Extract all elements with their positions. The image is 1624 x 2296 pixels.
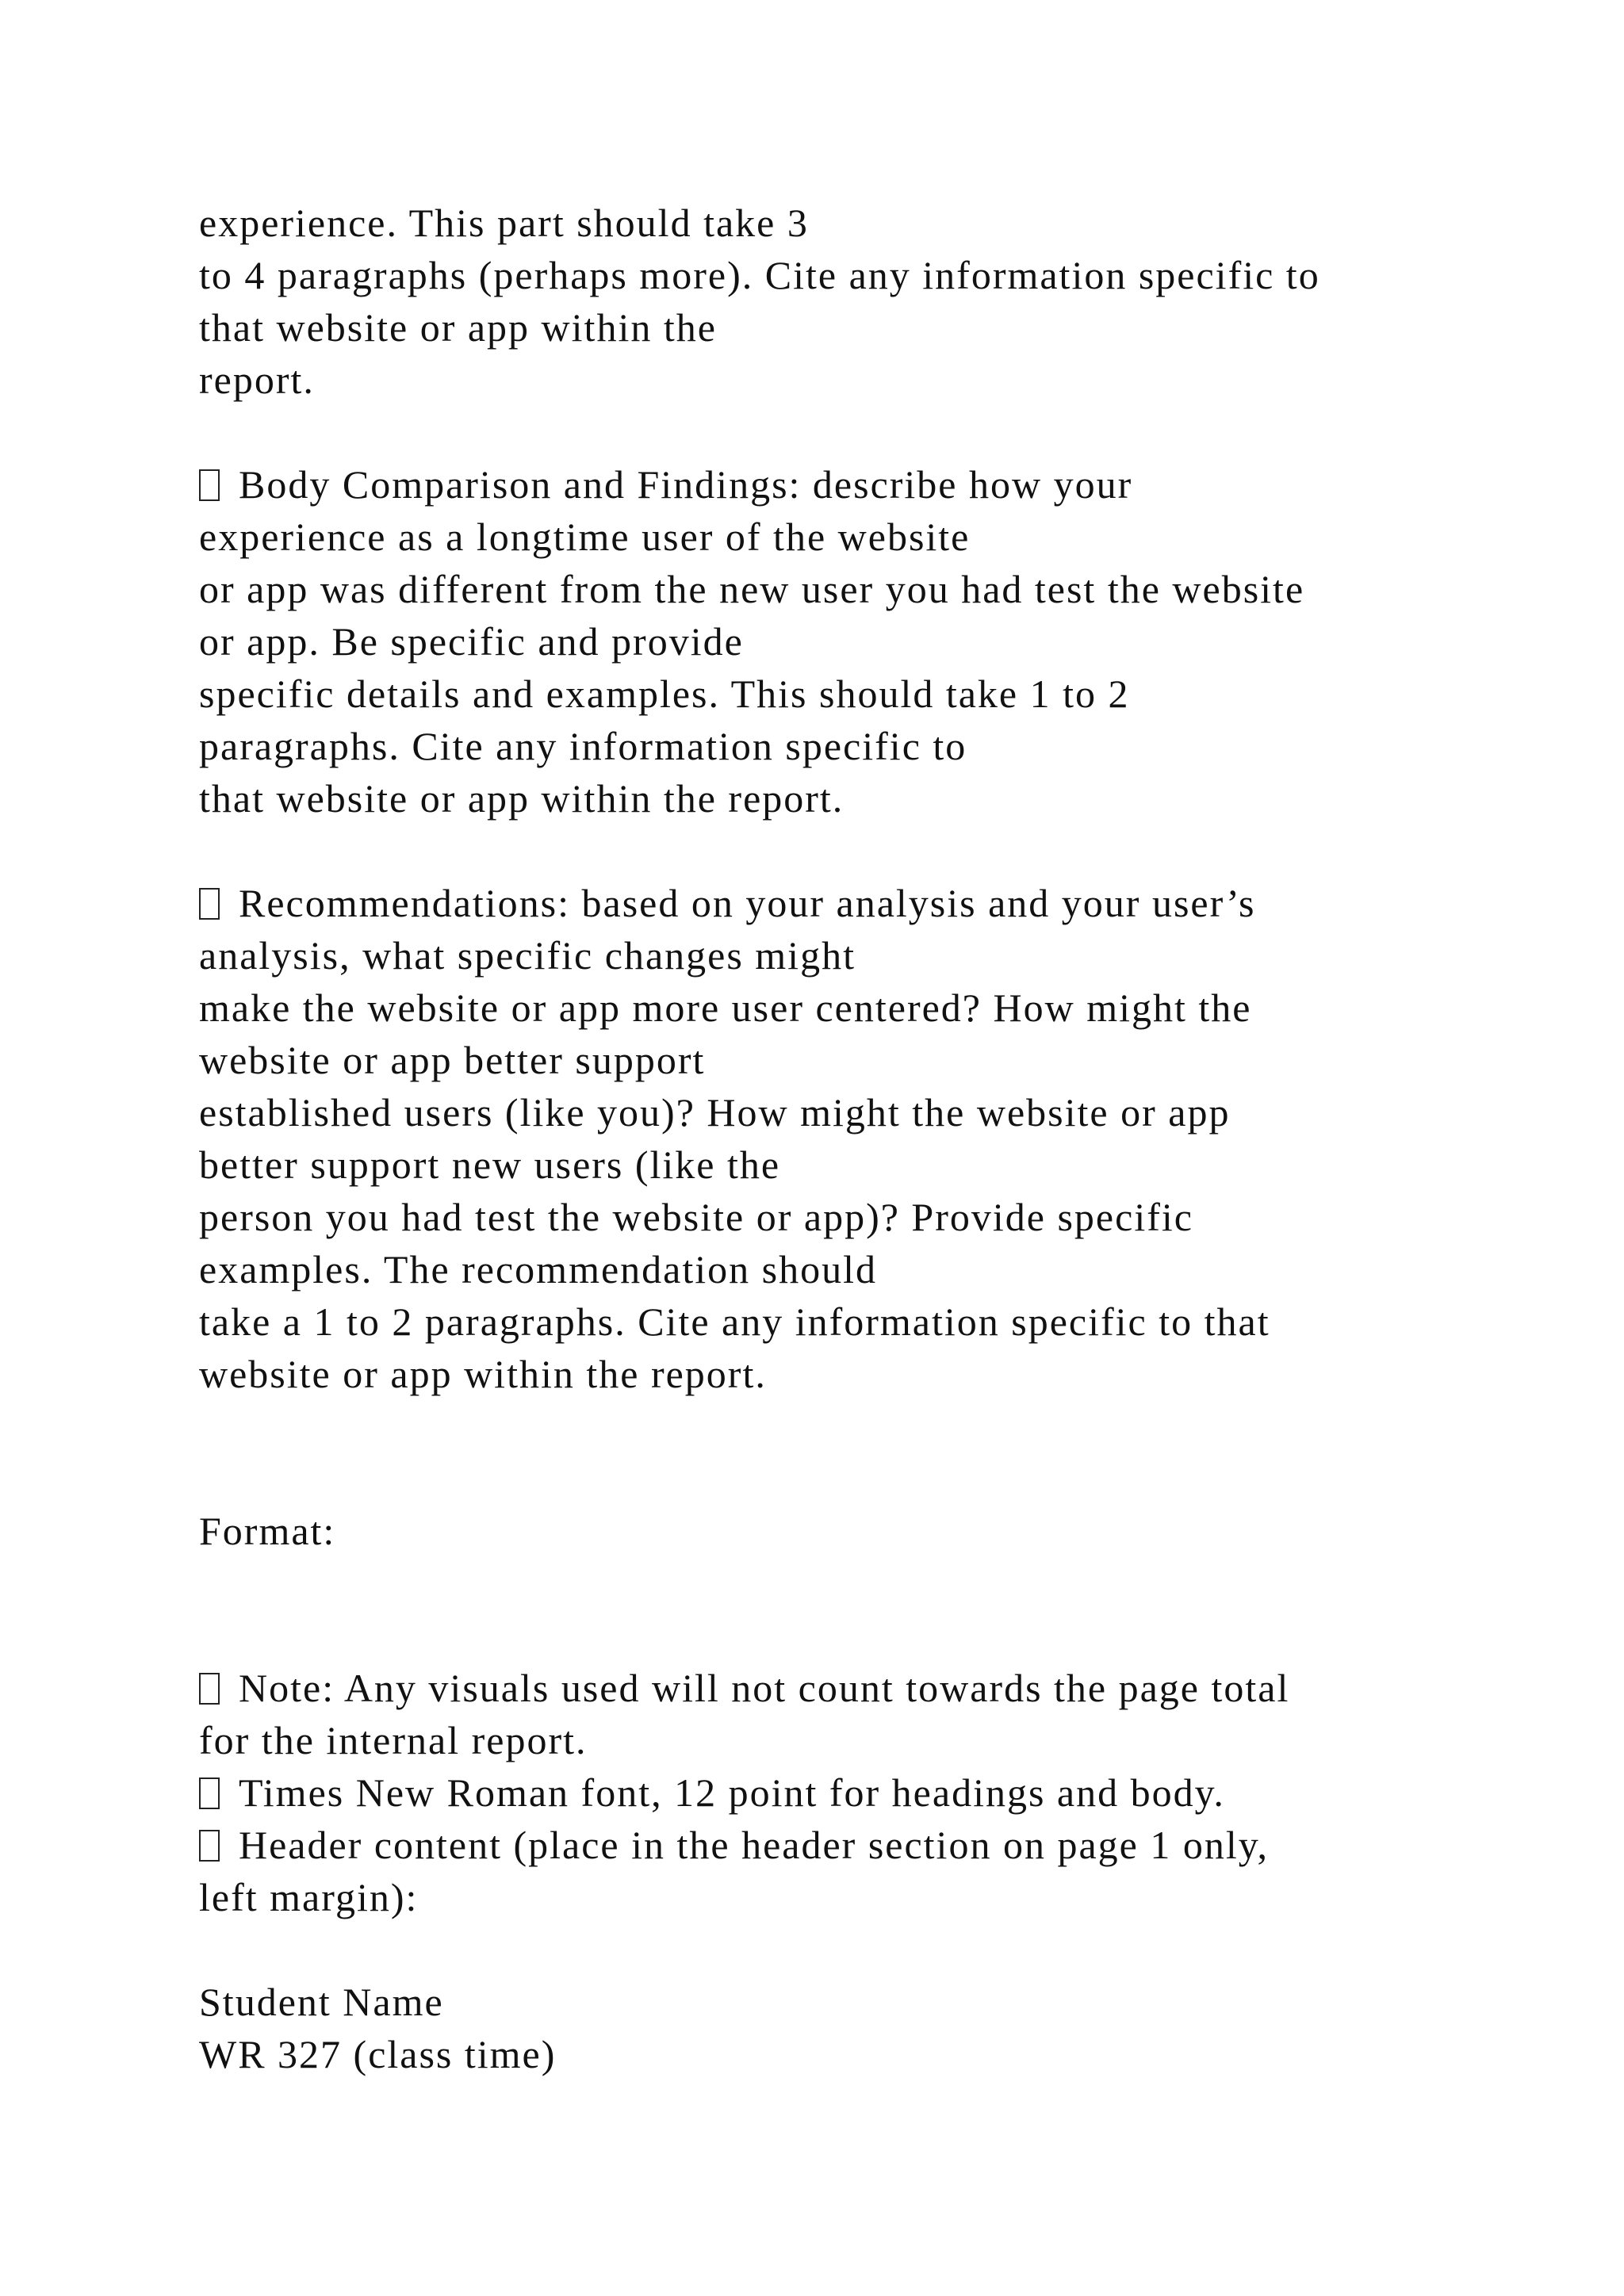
text-line: experience. This part should take 3 [199,201,809,245]
text-line: to 4 paragraphs (perhaps more). Cite any information specific to [199,253,1320,297]
missing-glyph-bullet-icon [199,888,220,920]
text-line: report. [199,358,315,402]
text-line: specific details and examples. This should take 1 to 2 [199,672,1130,716]
text-line: person you had test the website or app)? Provide specific [199,1195,1193,1239]
missing-glyph-bullet-icon [199,1830,220,1862]
bullet-line [199,1819,1484,1871]
paragraph-spacer [199,825,1484,877]
text-line: website or app within the report. [199,1352,767,1396]
section-spacer [199,1400,1484,1505]
bullet-line [199,458,1484,511]
text-line: that website or app within the report. [199,776,845,821]
text-line: take a 1 to 2 paragraphs. Cite any information specific to that [199,1299,1270,1344]
bullet-line [199,877,1484,929]
missing-glyph-bullet-icon [199,469,220,501]
text-line: or app. Be specific and provide [199,619,744,664]
header-content-line: WR 327 (class time) [199,2032,557,2076]
text-line: examples. The recommendation should [199,1247,877,1292]
format-heading: Format: [199,1509,336,1553]
text-line: analysis, what specific changes might [199,933,856,978]
document-body [199,197,1484,2080]
text-line: for the internal report. [199,1718,588,1762]
text-line: better support new users (like the [199,1142,781,1187]
bullet-line [199,1766,1484,1819]
bullet-line [199,1662,1484,1714]
missing-glyph-bullet-icon [199,1777,220,1809]
text-line: paragraphs. Cite any information specific to [199,724,967,768]
text-line: website or app better support [199,1038,706,1082]
text-line: make the website or app more user centered? How might the [199,985,1252,1030]
bullet-text: Note: Any visuals used will not count towards the page total [239,1666,1290,1710]
missing-glyph-bullet-icon [199,1673,220,1705]
text-line: left margin): [199,1875,419,1919]
header-content-line: Student Name [199,1980,444,2024]
text-line: that website or app within the [199,305,717,350]
bullet-text: Header content (place in the header section on page 1 only, [239,1823,1269,1867]
bullet-text: Recommendations: based on your analysis and your user’s [239,881,1256,925]
section-spacer [199,1557,1484,1662]
bullet-text: Body Comparison and Findings: describe how your [239,462,1133,507]
paragraph-spacer [199,1923,1484,1976]
bullet-text: Times New Roman font, 12 point for headings and body. [239,1770,1225,1815]
paragraph-spacer [199,406,1484,458]
text-line: established users (like you)? How might the website or app [199,1090,1231,1135]
text-line: experience as a longtime user of the website [199,515,971,559]
text-line: or app was different from the new user you had test the website [199,567,1305,611]
